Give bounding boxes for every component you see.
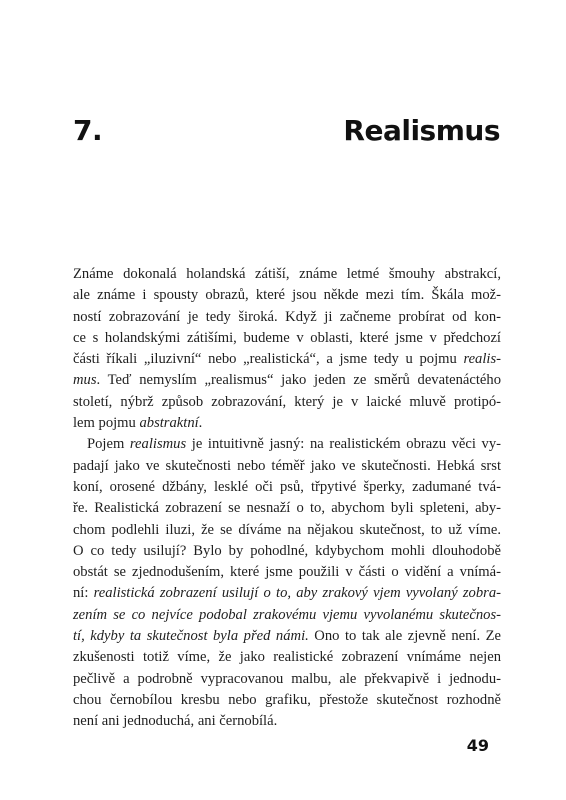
- text-run: Pojem: [87, 436, 130, 453]
- text-line: [73, 456, 501, 477]
- text-line: [73, 285, 501, 306]
- italic-text: abstraktní: [139, 415, 199, 432]
- text-run: . Teď nemyslím „realismus“ jako jeden ze směrů devatenáctého: [96, 372, 501, 389]
- italic-text: zením se co nejvíce podobal zrakovému vjemu vyvolanému skutečnos-: [73, 606, 501, 623]
- text-run: ře. Realistická zobrazení se nesnaží o to, abychom byli spleteni, aby-: [73, 500, 501, 517]
- text-run: části říkali „iluzivní“ nebo „realistická“, a jsme tedy u pojmu: [73, 351, 464, 368]
- text-line: [73, 690, 501, 711]
- paragraph: [73, 264, 501, 434]
- text-run: je intuitivně jasný: na realistickém obrazu věci vy-: [186, 436, 501, 453]
- text-line: [73, 434, 501, 455]
- text-line: [73, 583, 501, 604]
- italic-text: realistická zobrazení usilují o to, aby zrakový vjem vyvolaný zobra-: [93, 585, 501, 602]
- text-run: padají jako ve skutečnosti nebo téměř jako ve skutečnosti. Hebká srst: [73, 457, 501, 474]
- page-number: 49: [466, 736, 489, 755]
- text-run: O co tedy usilují? Bylo by pohodlné, kdybychom mohli dlouhodobě: [73, 542, 501, 559]
- text-run: není ani jednoduchá, ani černobílá.: [73, 713, 278, 730]
- chapter-number: 7.: [73, 114, 103, 147]
- italic-text: realis-: [463, 351, 501, 368]
- text-line: [73, 520, 501, 541]
- text-run: Známe dokonalá holandská zátiší, známe letmé šmouhy abstrakcí,: [73, 266, 501, 282]
- text-run: obstát se zjednodušením, které jsme použili v části o vidění a vnímá-: [73, 564, 501, 581]
- text-line: [73, 328, 501, 349]
- text-run: pečlivě a podrobně vypracovanou malbu, ale překvapivě i jednodu-: [73, 670, 501, 687]
- text-line: [73, 562, 501, 583]
- text-run: Ono to tak ale zjevně není. Ze: [308, 628, 502, 645]
- text-run: ce s holandskými zátišími, budeme v oblasti, které jsme v předchozí: [73, 329, 501, 346]
- text-run: ní:: [73, 585, 94, 602]
- text-line: [73, 264, 501, 285]
- text-line: [73, 498, 501, 519]
- text-run: .: [198, 415, 203, 432]
- paragraph: [73, 434, 501, 732]
- text-run: ností zobrazování je tedy široká. Když ji začneme probírat od kon-: [73, 308, 501, 325]
- italic-text: tí, kdyby ta skutečnost byla před námi.: [73, 628, 309, 645]
- italic-text: realismus: [129, 436, 187, 453]
- text-line: [73, 626, 501, 647]
- text-line: [73, 711, 501, 732]
- text-line: [73, 349, 501, 370]
- text-run: chom podlehli iluzi, že se díváme na nějakou skutečnost, to už víme.: [73, 521, 501, 538]
- text-line: [73, 477, 501, 498]
- text-run: ale známe i spousty obrazů, které jsou někde mezi tím. Škála mož-: [73, 287, 501, 304]
- text-line: [73, 392, 501, 413]
- text-line: [73, 647, 501, 668]
- text-run: století, nýbrž způsob zobrazování, který je v laické mluvě protipó-: [73, 393, 501, 410]
- body-text: [73, 264, 501, 733]
- text-run: zkušenosti totiž víme, že jako realistické zobrazení vnímáme nejen: [73, 649, 501, 666]
- text-line: [73, 541, 501, 562]
- text-line: [73, 413, 501, 434]
- text-run: lem pojmu: [73, 415, 140, 432]
- chapter-title: Realismus: [343, 114, 500, 147]
- text-run: koní, orosené džbány, lesklé oči psů, třpytivé šperky, zadumané tvá-: [73, 478, 501, 495]
- text-line: [73, 370, 501, 391]
- text-line: [73, 669, 501, 690]
- text-line: [73, 605, 501, 626]
- italic-text: mus: [73, 372, 97, 389]
- text-line: [73, 307, 501, 328]
- text-run: chou černobílou kresbu nebo grafiku, přestože skutečnost rozhodně: [73, 691, 501, 708]
